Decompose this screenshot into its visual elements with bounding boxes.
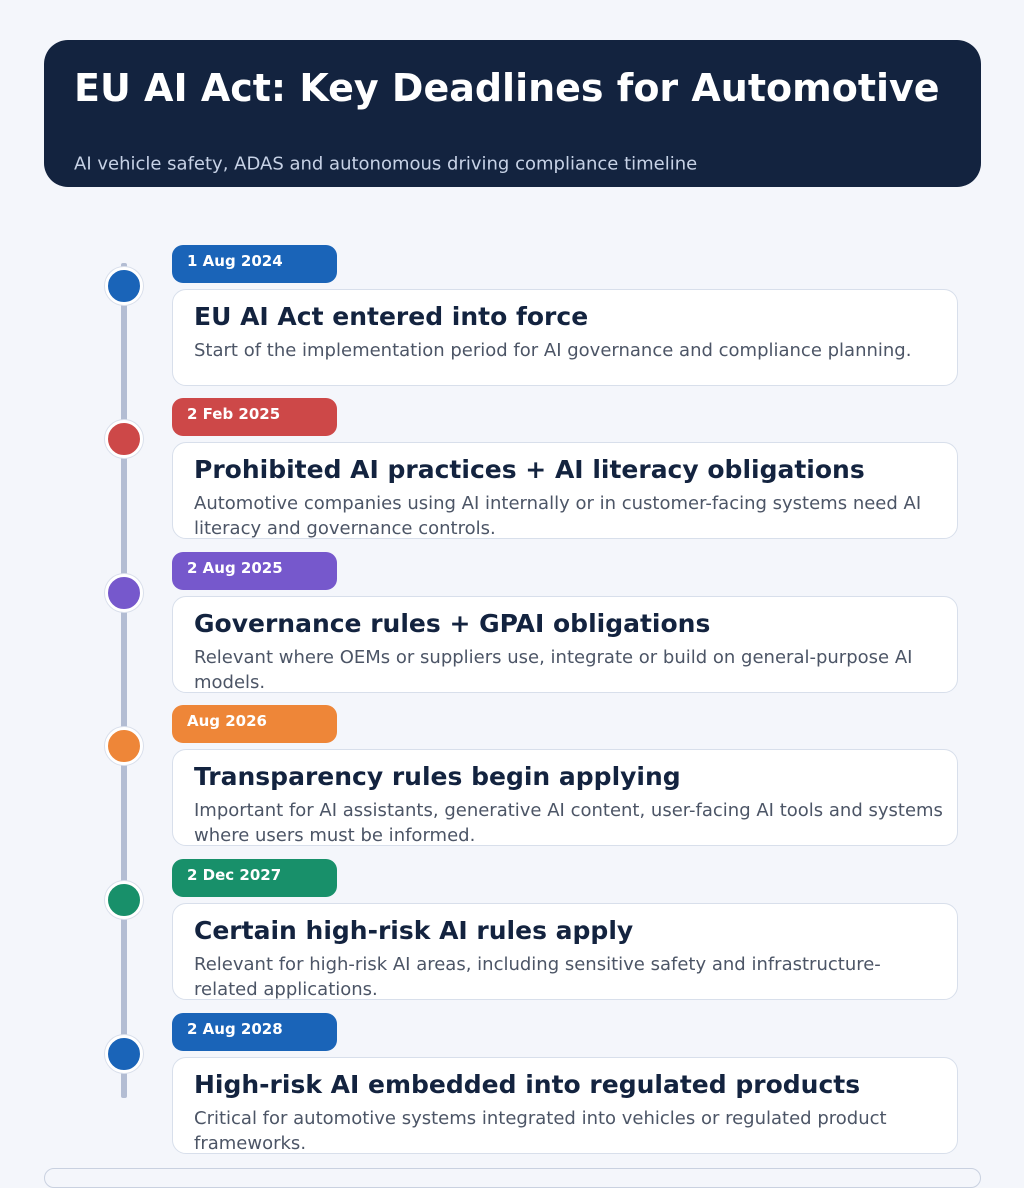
timeline-event (0, 398, 1024, 552)
event-card (172, 749, 958, 846)
timeline-dot (105, 881, 143, 919)
timeline-event (0, 859, 1024, 1013)
event-card (172, 289, 958, 386)
page-subtitle: AI vehicle safety, ADAS and autonomous driving compliance timeline (74, 153, 698, 175)
event-card (172, 1057, 958, 1154)
timeline-event (0, 245, 1024, 399)
event-card (172, 442, 958, 539)
timeline-dot (105, 727, 143, 765)
timeline-dot (105, 420, 143, 458)
event-description: Relevant where OEMs or suppliers use, integrate or build on general-purpose AI models. (194, 647, 913, 693)
timeline-dot (105, 574, 143, 612)
event-description: Critical for automotive systems integrated into vehicles or regulated product frameworks. (194, 1108, 887, 1154)
event-description: Relevant for high-risk AI areas, including sensitive safety and infrastructure-related applications. (194, 954, 881, 1000)
date-badge: 2 Feb 2025 (172, 398, 337, 436)
date-badge: 2 Dec 2027 (172, 859, 337, 897)
date-badge: Aug 2026 (172, 705, 337, 743)
event-description: Important for AI assistants, generative AI content, user-facing AI tools and systems where users must be informed. (194, 800, 943, 846)
date-badge: 2 Aug 2028 (172, 1013, 337, 1051)
event-title: EU AI Act entered into force (194, 302, 589, 331)
date-badge: 1 Aug 2024 (172, 245, 337, 283)
date-badge: 2 Aug 2025 (172, 552, 337, 590)
timeline-dot (105, 267, 143, 305)
timeline-event (0, 552, 1024, 706)
event-description: Start of the implementation period for AI governance and compliance planning. (194, 340, 912, 361)
header-banner (44, 40, 981, 187)
timeline-dot (105, 1035, 143, 1073)
timeline-event (0, 1013, 1024, 1167)
footer-panel-edge (44, 1168, 981, 1188)
event-card (172, 596, 958, 693)
event-title: Prohibited AI practices + AI literacy obligations (194, 455, 865, 484)
page-title: EU AI Act: Key Deadlines for Automotive (74, 66, 940, 110)
event-title: High-risk AI embedded into regulated products (194, 1070, 861, 1099)
event-description: Automotive companies using AI internally or in customer-facing systems need AI literacy and governance controls. (194, 493, 922, 539)
event-title: Certain high-risk AI rules apply (194, 916, 634, 945)
timeline-event (0, 705, 1024, 859)
event-card (172, 903, 958, 1000)
event-title: Governance rules + GPAI obligations (194, 609, 711, 638)
event-title: Transparency rules begin applying (194, 762, 681, 791)
